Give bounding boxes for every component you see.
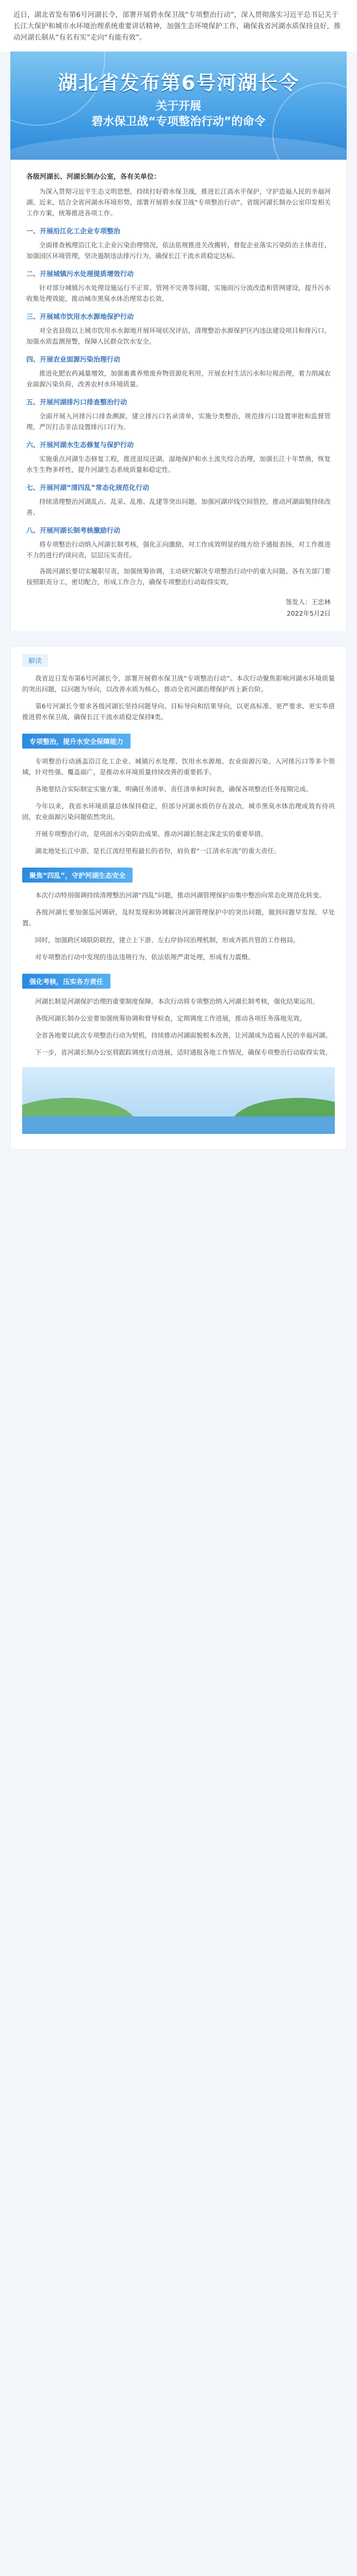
jd-paragraph: 各级河湖长要加强巡河调研，及时发现和协调解决河湖管理保护中的突出问题，做到问题早发现、早处置。 <box>22 908 335 927</box>
banner-subtitle-line1: 关于开展 <box>155 100 201 113</box>
jd-paragraph: 全省各地要以此次专项整治行动为契机，持续推动河湖面貌根本改善，让河湖成为造福人民的幸福河湖。 <box>35 1031 332 1039</box>
section-heading: 五、开展河湖排污口排查整治行动 <box>26 399 127 406</box>
jd-paragraph: 专项整治行动涵盖沿江化工企业、城镇污水处理、饮用水水源地、农业面源污染、入河排污口等多个领域，针对性强、覆盖面广，是推动水环境质量持续改善的重要抓手。 <box>22 757 335 776</box>
greeting: 各级河湖长、河湖长制办公室，各有关单位： <box>26 173 161 181</box>
jd-paragraph: 我省近日发布第6号河湖长令，部署开展碧水保卫战“专项整治行动”。本次行动聚焦影响河湖水环境质量的突出问题，以问题为导向，以改善水质为核心，推动全省河湖治理保护再上新台阶。 <box>22 674 335 693</box>
signer: 签发人：王忠林 <box>285 598 331 606</box>
section-heading: 二、开展城镇污水处理提质增效行动 <box>26 270 134 278</box>
jd-paragraph: 下一步，省河湖长制办公室将跟踪调度行动进展，适时通报各地工作情况，确保专项整治行动取得实效。 <box>35 1048 332 1056</box>
jd-paragraph: 开展专项整治行动，是巩固水污染防治成果、推动河湖长制走深走实的重要举措。 <box>35 830 268 838</box>
doc-paragraph: 持续清理整治河湖乱占、乱采、乱堆、乱建等突出问题，加强河湖岸线空间管控，推动河湖面貌持续改善。 <box>26 498 331 516</box>
spacer <box>0 631 357 646</box>
section-heading: 三、开展城市饮用水水源地保护行动 <box>26 313 134 321</box>
banner-title: 湖北省发布第6号河湖长令 <box>57 72 300 94</box>
doc-paragraph: 实施重点河湖生态修复工程，推进退垸还湖、湿地保护和水土流失综合治理，加强长江十年禁渔，恢复水生生物多样性，提升河湖生态系统质量和稳定性。 <box>26 455 331 473</box>
section-heading: 七、开展河湖“清四乱”常态化规范化行动 <box>26 484 150 492</box>
section-heading: 八、开展河湖长制考核激励行动 <box>26 527 121 535</box>
doc-paragraph: 将专项整治行动纳入河湖长制考核，强化正向激励，对工作成效明显的地方给予通报表扬，对工作推进不力的进行约谈问责，层层压实责任。 <box>26 540 331 559</box>
decor-water <box>22 1116 335 1134</box>
signature-block <box>26 597 331 619</box>
jd-paragraph: 本次行动特别强调持续清理整治河湖“四乱”问题，推动河湖管理保护由集中整治向常态化规范化转变。 <box>35 891 326 899</box>
doc-paragraph: 全面排查梳理沿江化工企业污染治理情况，依法依规推进关改搬转，督促企业落实污染防治主体责任，加强园区环境管理，坚决遏制违法排污行为，确保长江干流水质稳定达标。 <box>26 241 331 260</box>
jd-paragraph: 各级河湖长制办公室要加强统筹协调和督导检查，定期调度工作进展，推动各项任务落地见效。 <box>35 1014 306 1022</box>
doc-paragraph: 全面开展入河排污口排查溯源，建立排污口名录清单，实施分类整治，规范排污口设置审批和监督管理，严厉打击非法设置排污口行为。 <box>26 412 331 431</box>
jd-paragraph: 今年以来，我省水环境质量总体保持稳定，但部分河湖水质仍存在波动，城市黑臭水体治理成效有待巩固，农业面源污染问题依然突出。 <box>22 802 335 821</box>
jd-paragraph: 湖北地处长江中游，是长江流经里程最长的省份，肩负着“一江清水东流”的重大责任。 <box>35 847 281 855</box>
order-document <box>10 160 347 631</box>
jd-paragraph: 河湖长制是河湖保护治理的重要制度保障。本次行动将专项整治纳入河湖长制考核，强化结果运用。 <box>35 997 319 1005</box>
section-ribbon: 强化考核，压实各方责任 <box>22 974 110 989</box>
sign-date: 2022年5月2日 <box>286 609 331 617</box>
section-ribbon: 专项整治，提升水安全保障能力 <box>22 734 131 749</box>
interpretation-section <box>10 646 347 1150</box>
page <box>0 0 357 1150</box>
section-heading: 一、开展沿江化工企业专项整治 <box>26 228 121 235</box>
section-heading: 四、开展农业面源污染治理行动 <box>26 356 121 364</box>
title-banner <box>10 52 347 160</box>
jd-paragraph: 同时，加强跨区域联防联控，建立上下游、左右岸协同治理机制，形成齐抓共管的工作格局。 <box>35 936 300 944</box>
doc-paragraph: 针对部分城镇污水处理设施运行不正常、管网不完善等问题，实施雨污分流改造和管网建设，提升污水收集处理效能，推动城市黑臭水体治理常态长效。 <box>26 284 331 302</box>
section-ribbon: 聚焦“四乱”，守护河湖生态安全 <box>22 868 133 883</box>
doc-paragraph: 推进化肥农药减量增效，加强畜禽养殖废弃物资源化利用，开展农村生活污水和垃圾治理，着力削减农业面源污染负荷，改善农村水环境质量。 <box>26 369 331 388</box>
doc-paragraph: 对全省县级以上城市饮用水水源地开展环境状况评估，清理整治水源保护区内违法建设项目和排污口，加强水质监测预警，保障人民群众饮水安全。 <box>26 327 331 345</box>
intro-paragraph: 近日，湖北省发布第6号河湖长令，部署开展碧水保卫战“专项整治行动”，深入贯彻落实习近平总书记关于长江大保护和城市水环境治理系统重要讲话精神，加强生态环境保护工作，确保我省河湖水质保持良好，推动河湖长制从“有名有实”走向“有能有效”。 <box>0 0 357 52</box>
section-heading: 六、开展河湖水生态修复与保护行动 <box>26 442 134 449</box>
banner-subtitle <box>10 99 347 130</box>
doc-paragraph: 为深入贯彻习近平生态文明思想，持续打好碧水保卫战，推进长江高水平保护，守护造福人民的幸福河湖。近来，结合全省河湖水环境形势，部署开展碧水保卫战“专项整治行动”。省级河湖长制办公室印发相关工作方案，统筹推进各项工作。 <box>26 188 331 217</box>
banner-subtitle-line2: 碧水保卫战“专项整治行动”的命令 <box>91 115 266 128</box>
jd-paragraph: 对专项整治行动中发现的违法违规行为，依法依规严肃处理，形成有力震慑。 <box>35 953 255 961</box>
doc-paragraph: 各级河湖长要切实履职尽责，加强统筹协调，主动研究解决专项整治行动中的重大问题。各有关部门要按照职责分工，密切配合，形成工作合力，确保专项整治行动取得实效。 <box>26 567 331 586</box>
interpretation-tag: 解读 <box>22 654 48 667</box>
jd-paragraph: 第6号河湖长令要求各级河湖长坚持问题导向、目标导向和结果导向，以更高标准、更严要求、更实举措推进碧水保卫战，确保长江干流水质稳定保持Ⅱ类。 <box>22 702 335 721</box>
landscape-image <box>22 1067 335 1134</box>
jd-paragraph: 各地要结合实际制定实施方案，明确任务清单、责任清单和时间表，确保各项整治任务按期完成。 <box>35 785 313 793</box>
